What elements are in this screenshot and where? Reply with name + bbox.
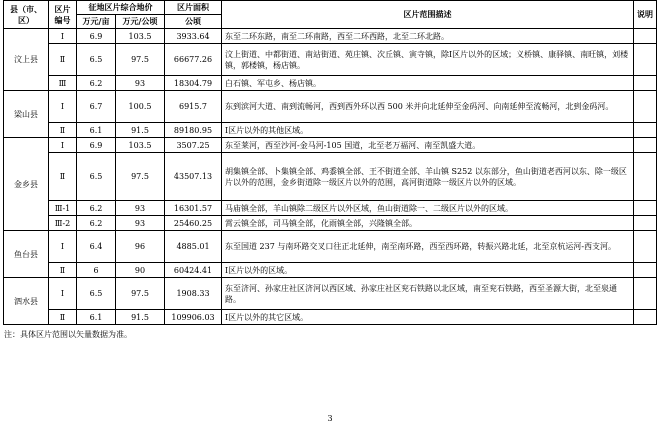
table-row <box>4 231 657 263</box>
area-cell: 1908.33 <box>165 278 222 310</box>
price-mu-cell: 6.2 <box>77 216 116 231</box>
zone-cell: Ⅱ <box>49 263 77 278</box>
price-ha-cell: 93 <box>116 201 165 216</box>
price-mu-cell: 6.5 <box>77 44 116 76</box>
price-mu-cell: 6.5 <box>77 153 116 201</box>
area-cell: 109906.03 <box>165 310 222 325</box>
price-mu-cell: 6.4 <box>77 231 116 263</box>
price-ha-cell: 93 <box>116 76 165 91</box>
table-row <box>4 44 657 76</box>
price-ha-cell: 100.5 <box>116 91 165 123</box>
price-mu-cell: 6.2 <box>77 201 116 216</box>
table-row <box>4 153 657 201</box>
area-cell: 3933.64 <box>165 29 222 44</box>
price-mu-cell: 6.9 <box>77 29 116 44</box>
table-row <box>4 201 657 216</box>
price-mu-cell: 6.2 <box>77 76 116 91</box>
header-county: 县（市、区） <box>4 1 49 29</box>
zone-cell: Ⅲ-2 <box>49 216 77 231</box>
table-row <box>4 263 657 278</box>
note-cell <box>634 231 657 263</box>
desc-cell: 霄云镇全部，司马镇全部，化雨镇全部，兴隆镇全部。 <box>222 216 634 231</box>
price-ha-cell: 93 <box>116 216 165 231</box>
county-cell: 梁山县 <box>4 91 49 138</box>
zone-cell: Ⅲ-1 <box>49 201 77 216</box>
area-cell: 60424.41 <box>165 263 222 278</box>
price-mu-cell: 6 <box>77 263 116 278</box>
price-ha-cell: 97.5 <box>116 44 165 76</box>
table-row <box>4 278 657 310</box>
note-cell <box>634 138 657 153</box>
note-cell <box>634 278 657 310</box>
zone-cell: Ⅰ <box>49 29 77 44</box>
note-cell <box>634 263 657 278</box>
header-area-group: 区片面积 <box>165 1 222 15</box>
price-mu-cell: 6.7 <box>77 91 116 123</box>
price-ha-cell: 97.5 <box>116 278 165 310</box>
table-row <box>4 91 657 123</box>
area-cell: 4885.01 <box>165 231 222 263</box>
note-cell <box>634 29 657 44</box>
price-ha-cell: 103.5 <box>116 138 165 153</box>
zone-cell: Ⅰ <box>49 231 77 263</box>
desc-cell: 东至莱河，西至沙河-金马河-105 国道，北至老万福河、南至凯盛大道。 <box>222 138 634 153</box>
header-price-group: 征地区片综合地价 <box>77 1 165 15</box>
note-cell <box>634 44 657 76</box>
desc-cell: 马庙镇全部，羊山镇除二级区片以外区域，鱼山街道除一、二级区片以外的区域。 <box>222 201 634 216</box>
area-cell: 16301.57 <box>165 201 222 216</box>
page-number: 3 <box>327 414 333 423</box>
note-cell <box>634 91 657 123</box>
county-cell: 金乡县 <box>4 138 49 231</box>
price-mu-cell: 6.1 <box>77 310 116 325</box>
zone-cell: Ⅱ <box>49 153 77 201</box>
desc-cell: Ⅰ区片以外的其它区域。 <box>222 310 634 325</box>
table-row <box>4 216 657 231</box>
note-cell <box>634 123 657 138</box>
desc-cell: 东至国道 237 与南环路交叉口往正北延伸，南至南环路，西至西环路，转振兴路北延，北至京杭运河-西支河。 <box>222 231 634 263</box>
desc-cell: 东到滨河大道、南到流畅河，西到西外环以西 500 米并向北延伸至金码河、向南延伸至流畅河，北到金码河。 <box>222 91 634 123</box>
price-mu-cell: 6.9 <box>77 138 116 153</box>
note-cell <box>634 76 657 91</box>
note-cell <box>634 216 657 231</box>
zone-cell: Ⅲ <box>49 76 77 91</box>
zone-cell: Ⅰ <box>49 138 77 153</box>
header-desc: 区片范围描述 <box>222 1 634 29</box>
desc-cell: 东至济河、孙家庄社区济河以西区域、孙家庄社区兖石铁路以北区域，南至兖石铁路，西至圣源大街，北至泉通路。 <box>222 278 634 310</box>
price-ha-cell: 96 <box>116 231 165 263</box>
table-row <box>4 29 657 44</box>
header-price-mu: 万元/亩 <box>77 15 116 29</box>
price-ha-cell: 97.5 <box>116 153 165 201</box>
area-cell: 3507.25 <box>165 138 222 153</box>
table-row <box>4 138 657 153</box>
zone-cell: Ⅰ <box>49 91 77 123</box>
zone-cell: Ⅰ <box>49 278 77 310</box>
price-ha-cell: 91.5 <box>116 310 165 325</box>
table-row <box>4 123 657 138</box>
area-cell: 6915.7 <box>165 91 222 123</box>
land-price-table <box>3 0 657 325</box>
desc-cell: 汶上街道、中都街道、南站街道、苑庄镇、次丘镇、寅寺镇，除Ⅰ区片以外的区域；义桥镇、康驿镇、南旺镇，刘楼镇，郭楼镇，杨店镇。 <box>222 44 634 76</box>
county-cell: 鱼台县 <box>4 231 49 278</box>
header-area-unit: 公顷 <box>165 15 222 29</box>
note-cell <box>634 201 657 216</box>
area-cell: 18304.79 <box>165 76 222 91</box>
table-row <box>4 76 657 91</box>
price-ha-cell: 91.5 <box>116 123 165 138</box>
price-ha-cell: 103.5 <box>116 29 165 44</box>
header-zone-no: 区片编号 <box>49 1 77 29</box>
table-row <box>4 310 657 325</box>
header-note: 说明 <box>634 1 657 29</box>
county-cell: 泗水县 <box>4 278 49 325</box>
zone-cell: Ⅱ <box>49 310 77 325</box>
footnote: 注：具体区片范围以矢量数据为准。 <box>4 330 132 339</box>
desc-cell: 白石镇、军屯乡、杨店镇。 <box>222 76 634 91</box>
desc-cell: Ⅰ区片以外的区域。 <box>222 263 634 278</box>
county-cell: 汶上县 <box>4 29 49 91</box>
desc-cell: Ⅰ区片以外的其他区域。 <box>222 123 634 138</box>
price-mu-cell: 6.1 <box>77 123 116 138</box>
desc-cell: 胡集镇全部、卜集镇全部、鸡黍镇全部、王不街道全部、羊山镇 S252 以东部分，鱼山街道老西河以东、除一级区片以外的范围，金乡街道除一级区片以外的范围，高河街道除一级区片以外的区域。 <box>222 153 634 201</box>
area-cell: 89180.95 <box>165 123 222 138</box>
note-cell <box>634 310 657 325</box>
area-cell: 66677.26 <box>165 44 222 76</box>
price-mu-cell: 6.5 <box>77 278 116 310</box>
zone-cell: Ⅱ <box>49 123 77 138</box>
note-cell <box>634 153 657 201</box>
price-ha-cell: 90 <box>116 263 165 278</box>
header-price-ha: 万元/公顷 <box>116 15 165 29</box>
area-cell: 43507.13 <box>165 153 222 201</box>
desc-cell: 东至二环东路，南至二环南路，西至二环西路，北至二环北路。 <box>222 29 634 44</box>
zone-cell: Ⅱ <box>49 44 77 76</box>
area-cell: 25460.25 <box>165 216 222 231</box>
